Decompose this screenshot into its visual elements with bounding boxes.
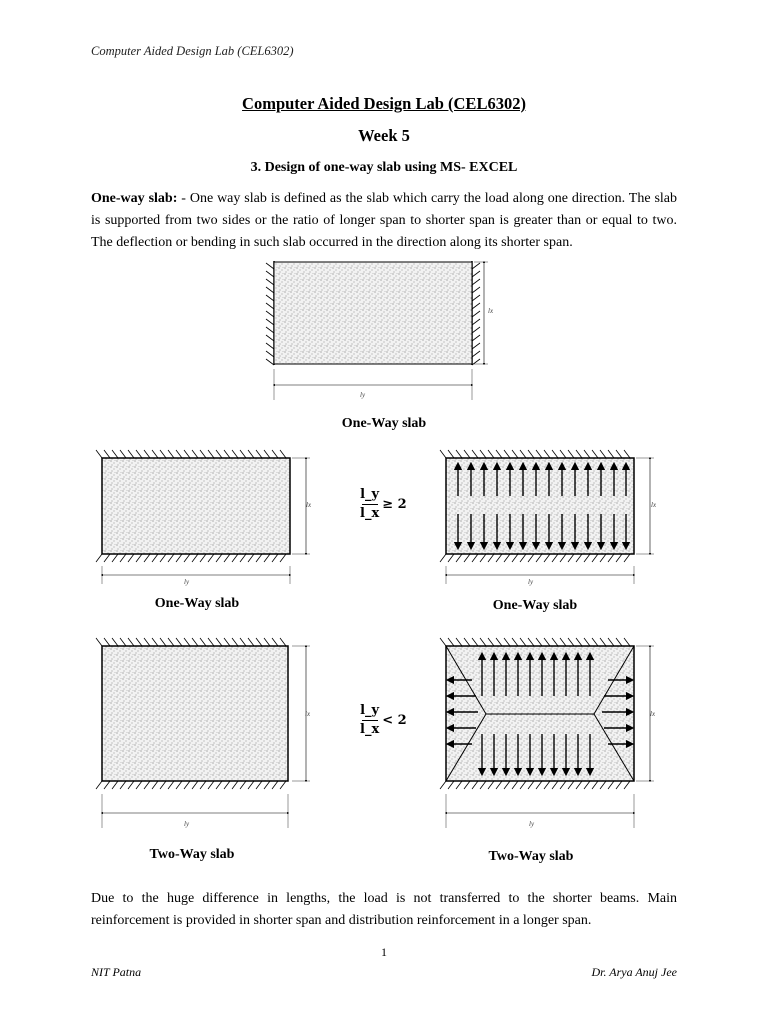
row1-left-dim-ly: ly bbox=[184, 578, 190, 586]
top-one-way-slab-figure bbox=[260, 255, 500, 405]
ratio-two-way-fraction bbox=[360, 704, 379, 737]
ratio-one-way-fraction bbox=[360, 488, 379, 521]
page-number: 1 bbox=[381, 945, 387, 959]
intro-paragraph bbox=[91, 188, 677, 254]
row2-right-dim-ly: ly bbox=[529, 820, 535, 828]
row2-right-slab-figure bbox=[436, 636, 676, 836]
intro-term: One-way slab: bbox=[91, 191, 178, 206]
week-heading: Week 5 bbox=[358, 126, 410, 145]
intro-text: - One way slab is defined as the slab which carry the load along one direction. The slab is supported from two sides or the ratio of longer span to shorter span is greater than or equal to two. The deflection or bending in such slab occurred in the direction along its shorter span. bbox=[91, 191, 677, 250]
document-title: Computer Aided Design Lab (CEL6302) bbox=[242, 94, 526, 113]
row1-right-dim-lx: lx bbox=[651, 501, 657, 509]
ratio-one-way-denominator: l_x bbox=[360, 506, 380, 521]
row1-right-caption: One-Way slab bbox=[492, 598, 578, 613]
top-figure-caption: One-Way slab bbox=[341, 416, 427, 431]
row2-left-dim-ly: ly bbox=[184, 820, 190, 828]
row1-left-dim-lx: lx bbox=[306, 501, 312, 509]
ratio-one-way bbox=[360, 488, 407, 521]
footer-author: Dr. Arya Anuj Jee bbox=[591, 965, 677, 979]
ratio-two-way-relation: < 2 bbox=[382, 713, 407, 728]
section-heading: 3. Design of one-way slab using MS- EXCEL bbox=[250, 160, 518, 175]
row2-left-caption: Two-Way slab bbox=[149, 847, 235, 862]
row2-right-caption: Two-Way slab bbox=[488, 849, 574, 864]
top-dim-lx: lx bbox=[488, 307, 494, 315]
ratio-two-way-numerator: l_y bbox=[360, 703, 380, 718]
ratio-one-way-relation: ≥ 2 bbox=[382, 497, 407, 512]
row1-right-slab-figure bbox=[436, 448, 676, 588]
row1-left-caption: One-Way slab bbox=[154, 596, 240, 611]
top-dim-ly: ly bbox=[360, 391, 366, 399]
ratio-one-way-numerator: l_y bbox=[360, 487, 380, 502]
row1-right-dim-ly: ly bbox=[528, 578, 534, 586]
ratio-two-way-denominator: l_x bbox=[360, 722, 380, 737]
row2-right-dim-lx: lx bbox=[650, 710, 656, 718]
footer-institution: NIT Patna bbox=[91, 965, 142, 979]
row2-left-dim-lx: lx bbox=[305, 710, 311, 718]
row2-left-slab-figure bbox=[92, 636, 332, 836]
row1-left-slab-figure bbox=[92, 448, 332, 588]
closing-paragraph: Due to the huge difference in lengths, the load is not transferred to the shorter beams. Main reinforcement is provided in shorter span and distribution reinforcement in a longer span. bbox=[91, 891, 677, 928]
ratio-two-way bbox=[360, 704, 407, 737]
running-header: Computer Aided Design Lab (CEL6302) bbox=[91, 44, 294, 58]
